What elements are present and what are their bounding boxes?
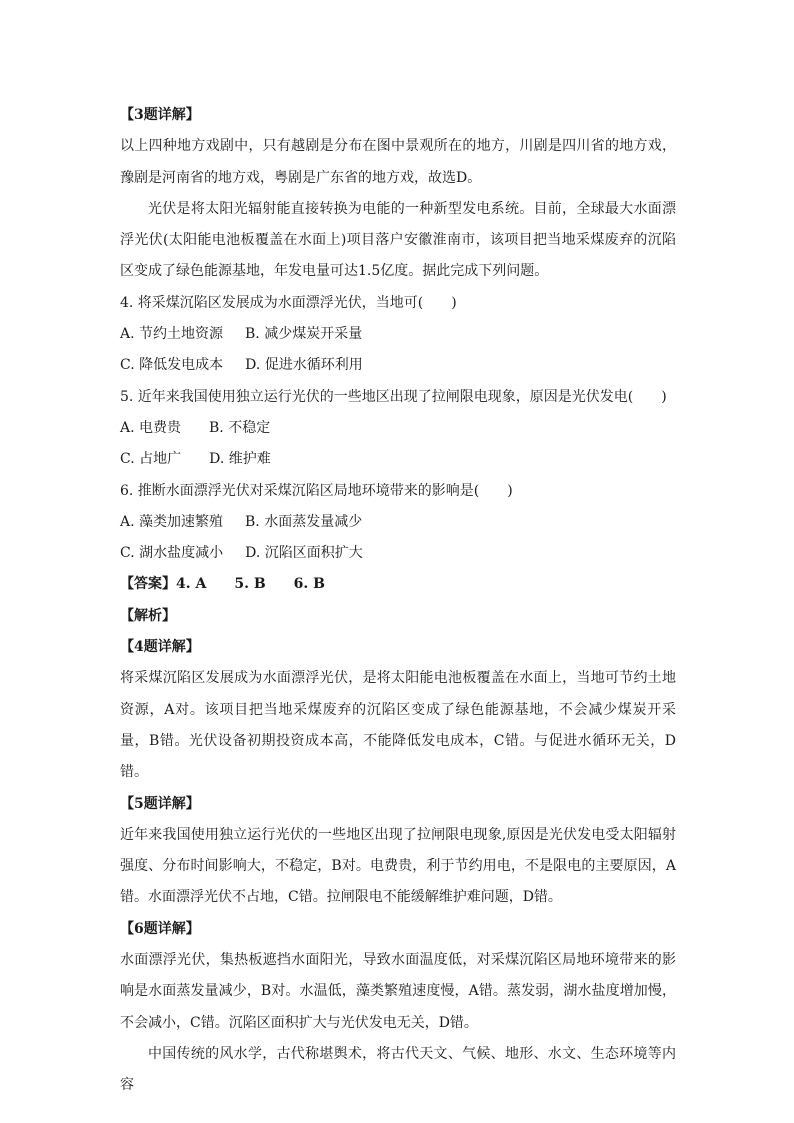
q6-explanation-heading: 【6题详解】	[120, 920, 200, 937]
q5-explanation-heading: 【5题详解】	[120, 795, 200, 812]
question-4-options-row-2	[120, 350, 676, 381]
question-6: 6. 推断水面漂浮光伏对采煤沉陷区局地环境带来的影响是( )	[120, 482, 513, 499]
question-4: 4. 将采煤沉陷区发展成为水面漂浮光伏，当地可( )	[120, 294, 457, 311]
option-5a: A. 电费贵	[120, 419, 182, 436]
q5-explanation: 近年来我国使用独立运行光伏的一些地区出现了拉闸限电现象,原因是光伏发电受太阳辐射强度、分布时间影响大，不稳定，B对。电费贵，利于节约用电，不是限电的主要原因，A错。水面漂浮光伏不占地，C错。拉闸限电不能缓解维护难问题，D错。	[120, 826, 676, 906]
option-6d: D. 沉陷区面积扩大	[245, 545, 363, 562]
question-5: 5. 近年来我国使用独立运行光伏的一些地区出现了拉闸限电现象，原因是光伏发电( )	[120, 388, 667, 405]
q3-explanation: 以上四种地方戏剧中，只有越剧是分布在图中景观所在的地方，川剧是四川省的地方戏，豫剧是河南省的地方戏，粤剧是广东省的地方戏，故选D。	[120, 138, 676, 186]
question-4-options-row-1	[120, 319, 676, 350]
option-6a: A. 藻类加速繁殖	[120, 513, 224, 530]
next-passage-start: 中国传统的风水学，古代称堪舆术，将古代天文、气候、地形、水文、生态环境等内容	[120, 1045, 676, 1094]
question-5-options-row-2	[120, 444, 676, 475]
question-6-options-row-2	[120, 538, 676, 569]
option-5b: B. 不稳定	[209, 419, 271, 436]
option-4c: C. 降低发电成本	[120, 357, 224, 374]
q4-explanation: 将采煤沉陷区发展成为水面漂浮光伏，是将太阳能电池板覆盖在水面上，当地可节约土地资源，A对。该项目把当地采煤废弃的沉陷区变成了绿色能源基地，不会减少煤炭开采量，B错。光伏设备初期投资成本高，不能降低发电成本，C错。与促进水循环无关，D错。	[120, 670, 676, 781]
q4-explanation-heading: 【4题详解】	[120, 639, 200, 656]
answer-line: 【答案】4. A 5. B 6. B	[120, 576, 325, 593]
question-6-options-row-1	[120, 507, 676, 538]
analysis-heading: 【解析】	[120, 607, 176, 624]
question-5-options-row-1	[120, 413, 676, 444]
passage-intro: 光伏是将太阳光辐射能直接转换为电能的一种新型发电系统。目前，全球最大水面漂浮光伏(太阳能电池板覆盖在水面上)项目落户安徽淮南市，该项目把当地采煤废弃的沉陷区变成了绿色能源基地，年发电量可达1.5亿度。据此完成下列问题。	[120, 200, 676, 280]
q6-explanation: 水面漂浮光伏，集热板遮挡水面阳光，导致水面温度低，对采煤沉陷区局地环境带来的影响是水面蒸发量减少，B对。水温低，藻类繁殖速度慢，A错。蒸发弱，湖水盐度增加慢，不会减小，C错。沉陷区面积扩大与光伏发电无关，D错。	[120, 952, 676, 1031]
option-5c: C. 占地广	[120, 451, 182, 468]
option-4b: B. 减少煤炭开采量	[245, 326, 363, 343]
option-6c: C. 湖水盐度减小	[120, 545, 224, 562]
option-4a: A. 节约土地资源	[120, 326, 224, 343]
option-5d: D. 维护难	[209, 451, 271, 468]
q3-explanation-heading: 【3题详解】	[120, 107, 200, 123]
option-6b: B. 水面蒸发量减少	[245, 513, 363, 530]
option-4d: D. 促进水循环利用	[245, 357, 363, 374]
